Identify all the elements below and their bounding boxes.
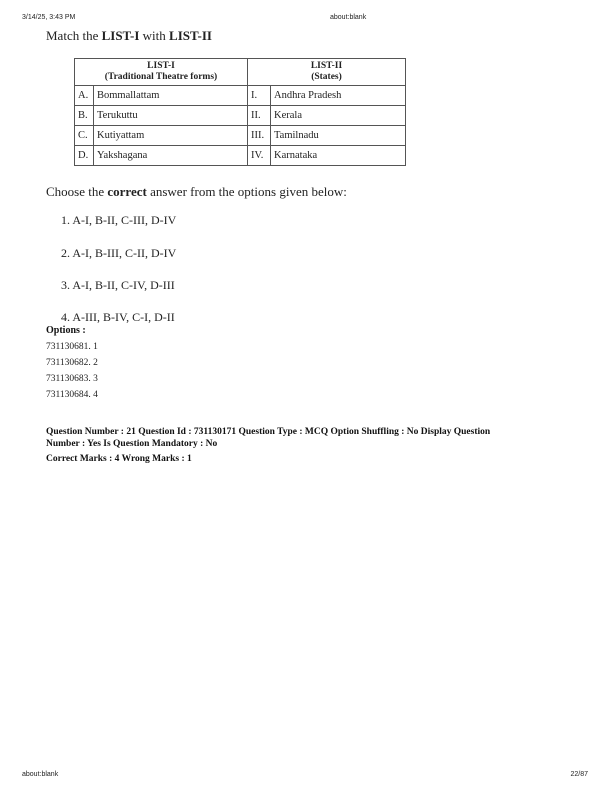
row-item: Yakshagana [94, 146, 248, 166]
answer-option-4: 4. A-III, B-IV, C-I, D-II [61, 310, 175, 324]
page-number: 22/87 [570, 771, 588, 778]
row-letter: A. [75, 86, 94, 106]
options-heading: Options : [46, 325, 86, 336]
row-letter: C. [75, 126, 94, 146]
question-meta-line2: Number : Yes Is Question Mandatory : No [46, 439, 218, 449]
list2-header: LIST-II [310, 61, 343, 71]
list2-header-cell [248, 59, 406, 86]
row-roman: II. [248, 106, 271, 126]
answer-option-1: 1. A-I, B-II, C-III, D-IV [61, 213, 177, 227]
option-id-4: 731130684. 4 [46, 390, 98, 400]
choose-suffix: answer from the options given below: [146, 184, 347, 199]
instruction-mid: with [139, 28, 170, 43]
list2-name: LIST-II [169, 28, 212, 43]
option-id-1: 731130681. 1 [46, 342, 98, 352]
answer-option-3: 3. A-I, B-II, C-IV, D-III [61, 278, 175, 292]
row-state: Tamilnadu [271, 126, 406, 146]
list1-header: LIST-I [147, 61, 175, 71]
option-id-2: 731130682. 2 [46, 358, 98, 368]
row-letter: D. [75, 146, 94, 166]
row-state: Karnataka [271, 146, 406, 166]
print-timestamp: 3/14/25, 3:43 PM [22, 14, 76, 21]
answer-option-2: 2. A-I, B-III, C-II, D-IV [61, 246, 177, 260]
list1-header-cell [75, 59, 248, 86]
match-table [74, 58, 406, 166]
list1-name: LIST-I [101, 28, 140, 43]
page-title: about:blank [330, 14, 367, 21]
choose-instruction [46, 184, 347, 200]
option-id-3: 731130683. 3 [46, 374, 98, 384]
list2-subheader: (States) [311, 72, 342, 82]
table-row [75, 146, 406, 166]
instruction-prefix: Match the [46, 28, 102, 43]
choose-bold: correct [107, 184, 147, 199]
row-roman: IV. [248, 146, 271, 166]
table-header-row [75, 59, 406, 86]
list1-subheader: (Traditional Theatre forms) [104, 72, 218, 82]
table-row [75, 126, 406, 146]
row-item: Kutiyattam [94, 126, 248, 146]
question-marks: Correct Marks : 4 Wrong Marks : 1 [46, 454, 192, 464]
row-roman: I. [248, 86, 271, 106]
row-item: Terukuttu [94, 106, 248, 126]
row-roman: III. [248, 126, 271, 146]
row-letter: B. [75, 106, 94, 126]
question-meta-line1: Question Number : 21 Question Id : 731130171 Question Type : MCQ Option Shuffling : No Display Question [46, 427, 491, 437]
choose-prefix: Choose the [46, 184, 108, 199]
row-state: Kerala [271, 106, 406, 126]
row-state: Andhra Pradesh [271, 86, 406, 106]
table-row [75, 86, 406, 106]
question-instruction [46, 28, 212, 44]
footer-url: about:blank [22, 771, 59, 778]
table-row [75, 106, 406, 126]
row-item: Bommallattam [94, 86, 248, 106]
